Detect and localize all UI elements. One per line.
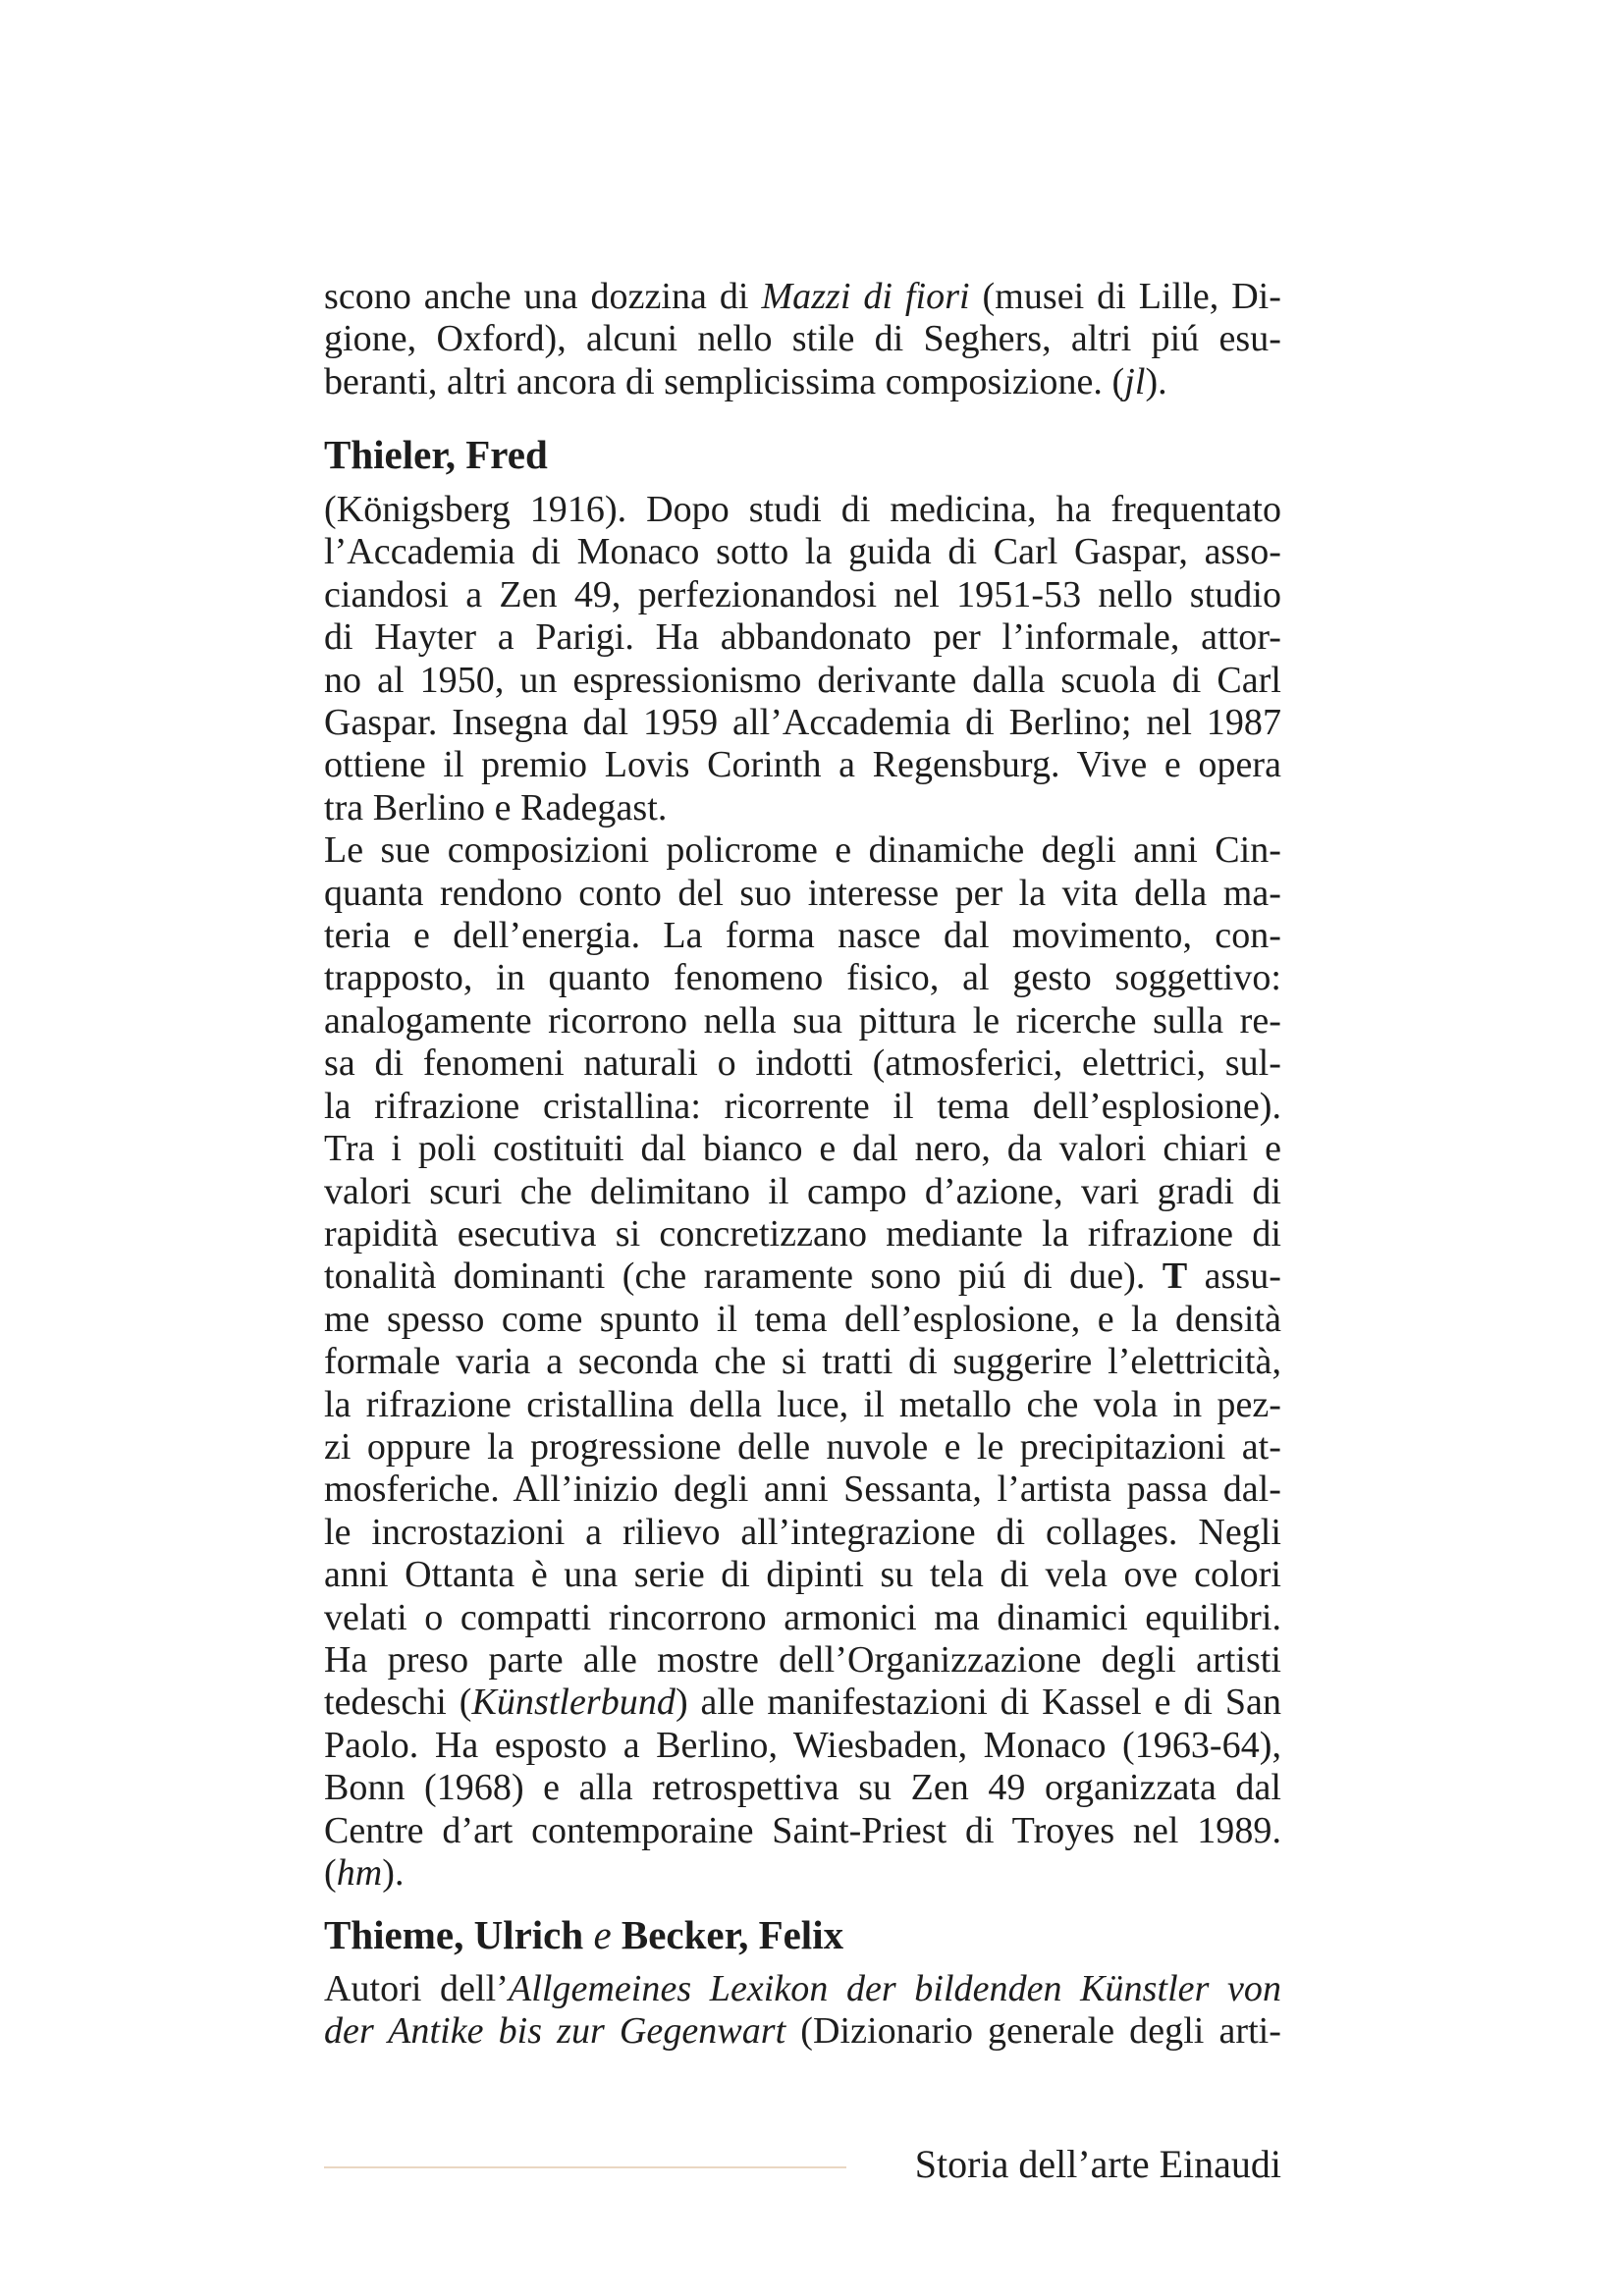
text-run: assu- xyxy=(1187,1255,1282,1298)
italic-text: jl xyxy=(1124,360,1146,402)
entry-body-thieme-becker xyxy=(324,1968,1281,2054)
text-run: mosferiche. All’inizio degli anni Sessanta, l’artista passa dal- xyxy=(324,1468,1281,1511)
text-line xyxy=(324,873,1281,915)
text-line xyxy=(324,1767,1281,1809)
text-line xyxy=(324,1597,1281,1639)
text-run: le incrostazioni a rilievo all’integrazione di collages. Negli xyxy=(324,1511,1281,1553)
text-run: tra Berlino e Radegast. xyxy=(324,786,668,828)
text-line xyxy=(324,616,1281,659)
text-run: ( xyxy=(324,1852,337,1894)
text-line xyxy=(324,1171,1281,1213)
text-line xyxy=(324,1255,1281,1298)
text-run: ) alle manifestazioni di Kassel e di San xyxy=(675,1682,1281,1724)
text-run: quanta rendono conto del suo interesse per la vita della ma- xyxy=(324,872,1281,914)
text-run: trapposto, in quanto fenomeno fisico, al gesto soggettivo: xyxy=(324,957,1281,999)
text-line xyxy=(324,1968,1281,2010)
heading-name-becker: Becker, Felix xyxy=(621,1912,844,1957)
text-run: ciandosi a Zen 49, perfezionandosi nel 1951-53 nello studio xyxy=(324,573,1281,615)
footer-title: Storia dell’arte Einaudi xyxy=(914,2142,1281,2186)
text-run: Gaspar. Insegna dal 1959 all’Accademia di Berlino; nel 1987 xyxy=(324,702,1281,744)
text-line xyxy=(324,1042,1281,1085)
text-run: Bonn (1968) e alla retrospettiva su Zen 49 organizzata dal xyxy=(324,1767,1281,1809)
italic-text: der Antike bis zur Gegenwart xyxy=(324,2010,786,2053)
text-line xyxy=(324,2010,1281,2053)
text-run: velati o compatti rincorrono armonici ma dinamici equilibri. xyxy=(324,1596,1281,1638)
text-run: ottiene il premio Lovis Corinth a Regensburg. Vive e opera xyxy=(324,744,1281,786)
text-run: no al 1950, un espressionismo derivante dalla scuola di Carl xyxy=(324,659,1281,701)
footer-rule xyxy=(324,2166,846,2168)
text-line xyxy=(324,1554,1281,1596)
italic-text: Künstlerbund xyxy=(471,1682,676,1724)
text-line xyxy=(324,1213,1281,1255)
text-line xyxy=(324,1725,1281,1767)
text-line xyxy=(324,744,1281,786)
text-run: tedeschi ( xyxy=(324,1682,472,1724)
text-line xyxy=(324,276,1281,318)
italic-text: Allgemeines Lexikon der bildenden Künstler von xyxy=(508,1968,1282,2009)
entry-heading-thieler: Thieler, Fred xyxy=(324,432,548,477)
text-run: zi oppure la progressione delle nuvole e le precipitazioni at- xyxy=(324,1425,1281,1468)
text-line xyxy=(324,957,1281,999)
text-run: Centre d’art contemporaine Saint-Priest di Troyes nel 1989. xyxy=(324,1809,1281,1851)
text-run: valori scuri che delimitano il campo d’azione, vari gradi di xyxy=(324,1170,1281,1212)
italic-text: hm xyxy=(336,1852,383,1894)
text-line xyxy=(324,1639,1281,1682)
text-line xyxy=(324,915,1281,957)
previous-entry-continuation xyxy=(324,276,1281,403)
text-line xyxy=(324,787,1281,829)
text-line xyxy=(324,1682,1281,1724)
text-run: (Königsberg 1916). Dopo studi di medicina, ha frequentato xyxy=(324,489,1281,530)
text-run: (Dizionario generale degli arti- xyxy=(785,2010,1281,2053)
text-run: rapidità esecutiva si concretizzano mediante la rifrazione di xyxy=(324,1212,1281,1255)
heading-name-thieme: Thieme, Ulrich xyxy=(324,1912,584,1957)
text-line xyxy=(324,318,1281,360)
text-line xyxy=(324,660,1281,702)
text-run: formale varia a seconda che si tratti di suggerire l’elettricità, xyxy=(324,1341,1281,1383)
text-run: Ha preso parte alle mostre dell’Organizzazione degli artisti xyxy=(324,1638,1281,1681)
text-run: beranti, altri ancora di semplicissima composizione. ( xyxy=(324,360,1125,402)
text-run: Le sue composizioni policrome e dinamiche degli anni Cin- xyxy=(324,829,1281,872)
text-line xyxy=(324,361,1281,403)
text-line xyxy=(324,1384,1281,1426)
text-run: Paolo. Ha esposto a Berlino, Wiesbaden, Monaco (1963-64), xyxy=(324,1724,1281,1766)
text-line xyxy=(324,1810,1281,1852)
text-line xyxy=(324,1341,1281,1383)
text-run: analogamente ricorrono nella sua pittura le ricerche sulla re- xyxy=(324,999,1281,1041)
text-run: anni Ottanta è una serie di dipinti su tela di vela ove colori xyxy=(324,1554,1281,1596)
text-line xyxy=(324,1426,1281,1468)
text-run: Tra i poli costituiti dal bianco e dal nero, da valori chiari e xyxy=(324,1128,1281,1170)
text-run: l’Accademia di Monaco sotto la guida di Carl Gaspar, asso- xyxy=(324,531,1281,573)
text-run: (musei di Lille, Di- xyxy=(969,276,1281,317)
bold-text: T xyxy=(1162,1255,1188,1298)
entry-heading-thieme-becker xyxy=(324,1910,843,1959)
text-line xyxy=(324,702,1281,744)
text-line xyxy=(324,1128,1281,1170)
text-line xyxy=(324,1086,1281,1128)
italic-text: Mazzi di fiori xyxy=(761,276,970,317)
text-run: la rifrazione cristallina della luce, il metallo che vola in pez- xyxy=(324,1383,1281,1425)
text-line xyxy=(324,489,1281,531)
text-line xyxy=(324,1000,1281,1042)
text-line xyxy=(324,1852,1281,1895)
text-line xyxy=(324,574,1281,616)
text-run: me spesso come spunto il tema dell’esplosione, e la densità xyxy=(324,1298,1281,1340)
text-line xyxy=(324,531,1281,573)
text-run: teria e dell’energia. La forma nasce dal movimento, con- xyxy=(324,915,1281,957)
heading-conjunction: e xyxy=(593,1912,612,1957)
entry-body-thieler xyxy=(324,489,1281,1895)
text-run: di Hayter a Parigi. Ha abbandonato per l’informale, attor- xyxy=(324,616,1281,659)
text-run: tonalità dominanti (che raramente sono piú di due). xyxy=(324,1255,1163,1298)
text-run: sa di fenomeni naturali o indotti (atmosferici, elettrici, sul- xyxy=(324,1042,1281,1085)
text-run: ). xyxy=(382,1852,405,1894)
text-run: Autori dell’ xyxy=(324,1968,509,2009)
text-line xyxy=(324,1468,1281,1511)
text-run: la rifrazione cristallina: ricorrente il tema dell’esplosione). xyxy=(324,1085,1281,1127)
text-line xyxy=(324,829,1281,872)
text-run: gione, Oxford), alcuni nello stile di Seghers, altri piú esu- xyxy=(324,318,1281,360)
text-run: scono anche una dozzina di xyxy=(324,276,762,317)
text-run: ). xyxy=(1145,360,1167,402)
text-line xyxy=(324,1299,1281,1341)
text-line xyxy=(324,1512,1281,1554)
